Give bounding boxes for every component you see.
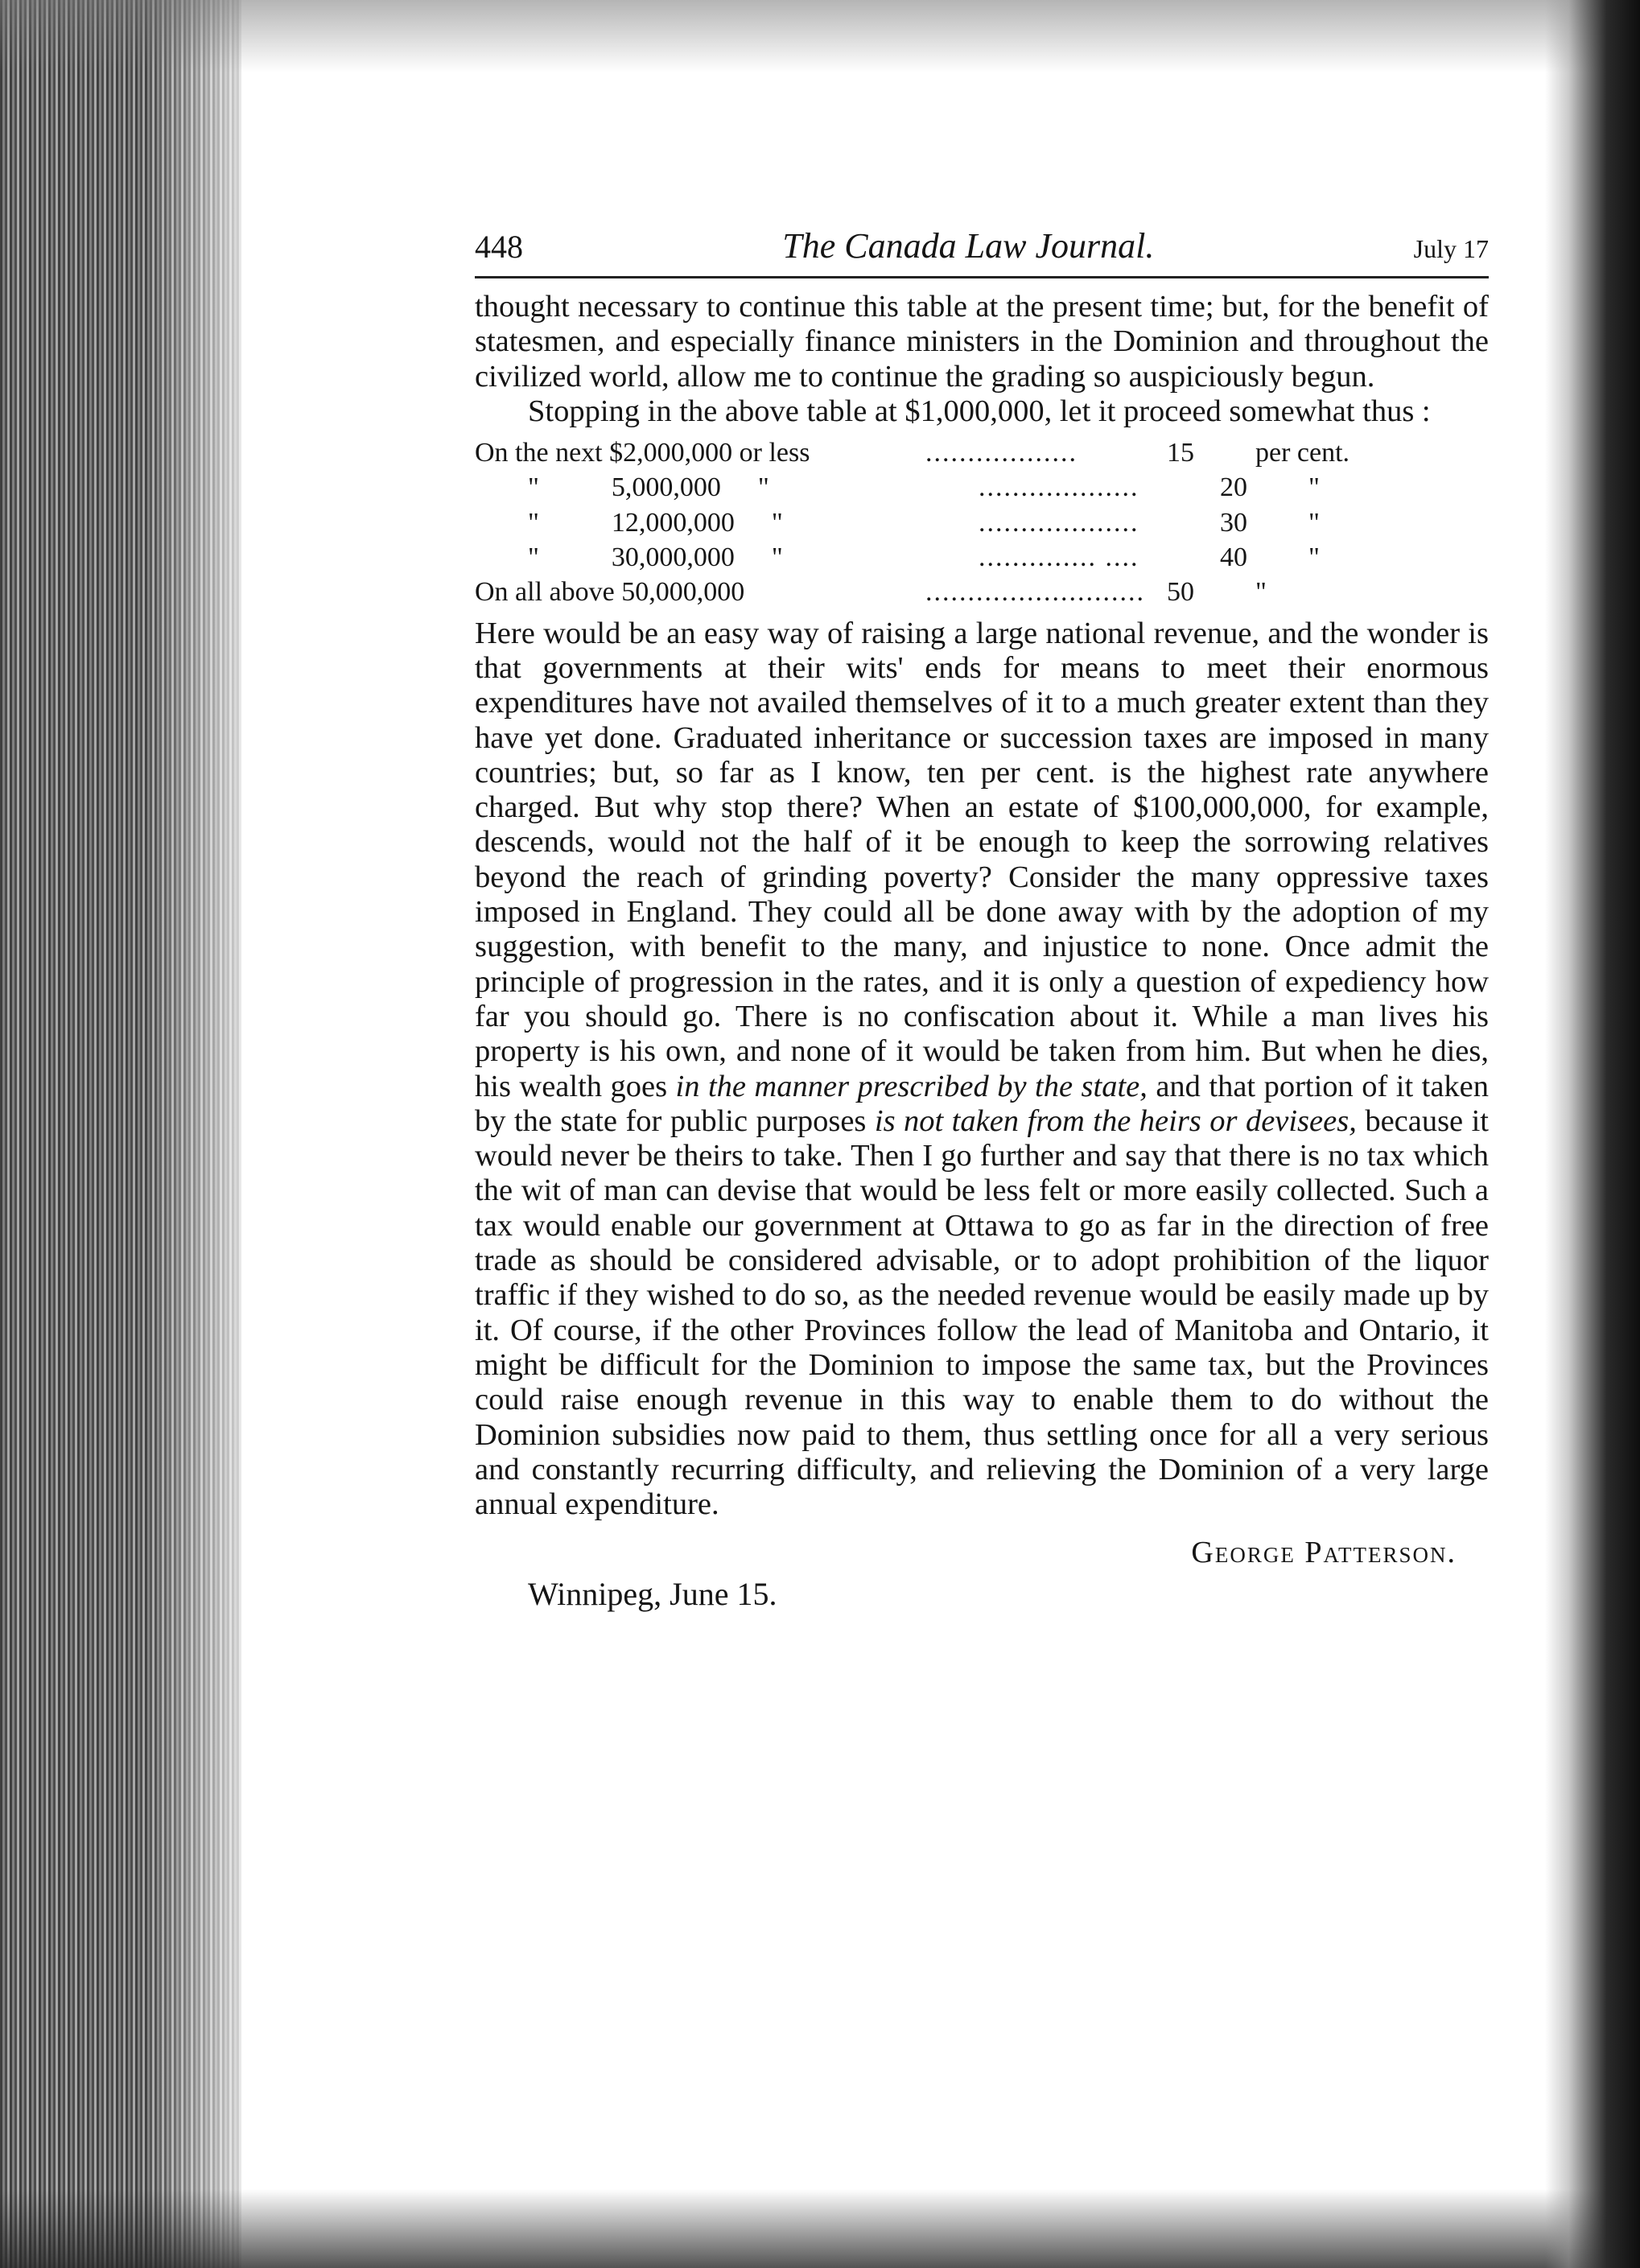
place-date: Winnipeg, June 15. <box>528 1576 777 1613</box>
paragraph-text: because it would never be theirs to take. Then I go further and say that there is no tax which the wit of man can devise that would be less felt or more easily collected. Such a tax would enable our government at Ottawa to go as far in the direction of free trade as should be considered advisable, or to adopt prohibition of the liquor traffic if they wished to do so, as the needed revenue would be easily made up by it. Of course, if the other Provinces follow the lead of Manitoba and Ontario, it might be difficult for the Dominion to impose the same tax, but the Provinces could raise enough revenue in this way to enable them to do without the Dominion subsidies now paid to them, thus settling once for all a very serious and constantly recurring difficulty, and relieving the Dominion of a very large annual expenditure. <box>475 1103 1490 1522</box>
author-signature: George Patterson. <box>1191 1536 1457 1570</box>
header-date: July 17 <box>1413 234 1489 263</box>
dot-leader: ................... <box>979 472 1139 503</box>
article-body <box>475 290 1489 1522</box>
italic-phrase: in the manner prescribed by the state, <box>675 1069 1148 1103</box>
paragraph-text: and that portion of it taken by the state for public purposes <box>475 1069 1490 1138</box>
ditto-mark: " <box>771 507 783 538</box>
page <box>475 225 1489 1613</box>
rate-amount: 5,000,000 <box>611 472 721 503</box>
rate-row <box>475 540 1489 575</box>
rate-row <box>475 470 1489 505</box>
rate-label: On the next $2,000,000 or less <box>475 438 810 468</box>
rate-unit: " <box>1255 577 1267 608</box>
rate-unit: " <box>1308 542 1320 573</box>
ditto-mark: " <box>528 542 539 573</box>
ditto-mark: " <box>528 507 539 538</box>
running-header <box>475 225 1489 278</box>
rate-label <box>475 540 979 575</box>
dot-leader: ................... <box>979 507 1139 538</box>
rate-amount: 12,000,000 <box>611 507 735 538</box>
scan-edge-bottom <box>0 2189 1640 2268</box>
rate-label <box>475 505 979 540</box>
rate-amount: 30,000,000 <box>611 542 735 573</box>
rate-unit: " <box>1308 472 1320 503</box>
dot-leader: .......................... <box>925 577 1145 608</box>
rate-value: 40 <box>1220 542 1247 573</box>
rate-value: 20 <box>1220 472 1247 503</box>
ditto-mark: " <box>771 542 783 573</box>
journal-title: The Canada Law Journal. <box>782 226 1155 266</box>
scan-edge-left-fade <box>145 0 274 2268</box>
rate-label: On all above 50,000,000 <box>475 577 745 608</box>
rate-row <box>475 435 1489 470</box>
rate-unit: " <box>1308 507 1320 538</box>
page-number: 448 <box>475 229 523 265</box>
paragraph-text: Here would be an easy way of raising a large national revenue, and the wonder is that governments at their wits' ends for means to meet their enormous expenditures have not availed themselves of it to a much greater extent than they have yet done. Graduated inheritance or succession taxes are imposed in many countries; but, so far as I know, ten per cent. is the highest rate anywhere charged. But why stop there? When an estate of $100,000,000, for example, descends, would not the half of it be enough to keep the sorrowing relatives beyond the reach of grinding poverty? Consider the many oppressive taxes imposed in England. They could all be done away with by the adoption of my suggestion, with benefit to the many, and injustice to none. Once admit the principle of progression in the rates, and it is only a question of expediency how far you should go. There is no confiscation about it. While a man lives his property is his own, and none of it would be taken from him. But when he dies, his wealth goes <box>475 616 1489 1103</box>
paragraph-continuation: thought necessary to continue this table at the present time; but, for the benefit of statesmen, and especially finance ministers in the Dominion and throughout the civilized world, allow me to continue the grading so auspiciously begun. <box>475 290 1489 394</box>
ditto-mark: " <box>757 472 769 503</box>
paragraph-stopping: Stopping in the above table at $1,000,000, let it proceed somewhat thus : <box>528 394 1431 428</box>
italic-phrase: is not taken from the heirs or devisees, <box>874 1103 1357 1138</box>
rate-label <box>475 470 979 505</box>
scan-edge-right <box>1545 0 1640 2268</box>
rate-row <box>475 505 1489 540</box>
scan-edge-top <box>0 0 1640 72</box>
rate-row <box>475 575 1489 609</box>
rate-value: 15 <box>1167 438 1194 468</box>
rate-value: 30 <box>1220 507 1247 538</box>
ditto-mark: " <box>528 472 539 503</box>
rate-value: 50 <box>1167 577 1194 608</box>
rate-unit: per cent. <box>1255 438 1350 468</box>
paragraph-main <box>475 616 1489 1523</box>
rate-table <box>475 435 1489 609</box>
dot-leader: .............. .... <box>979 542 1139 573</box>
dot-leader: .................. <box>925 438 1078 468</box>
